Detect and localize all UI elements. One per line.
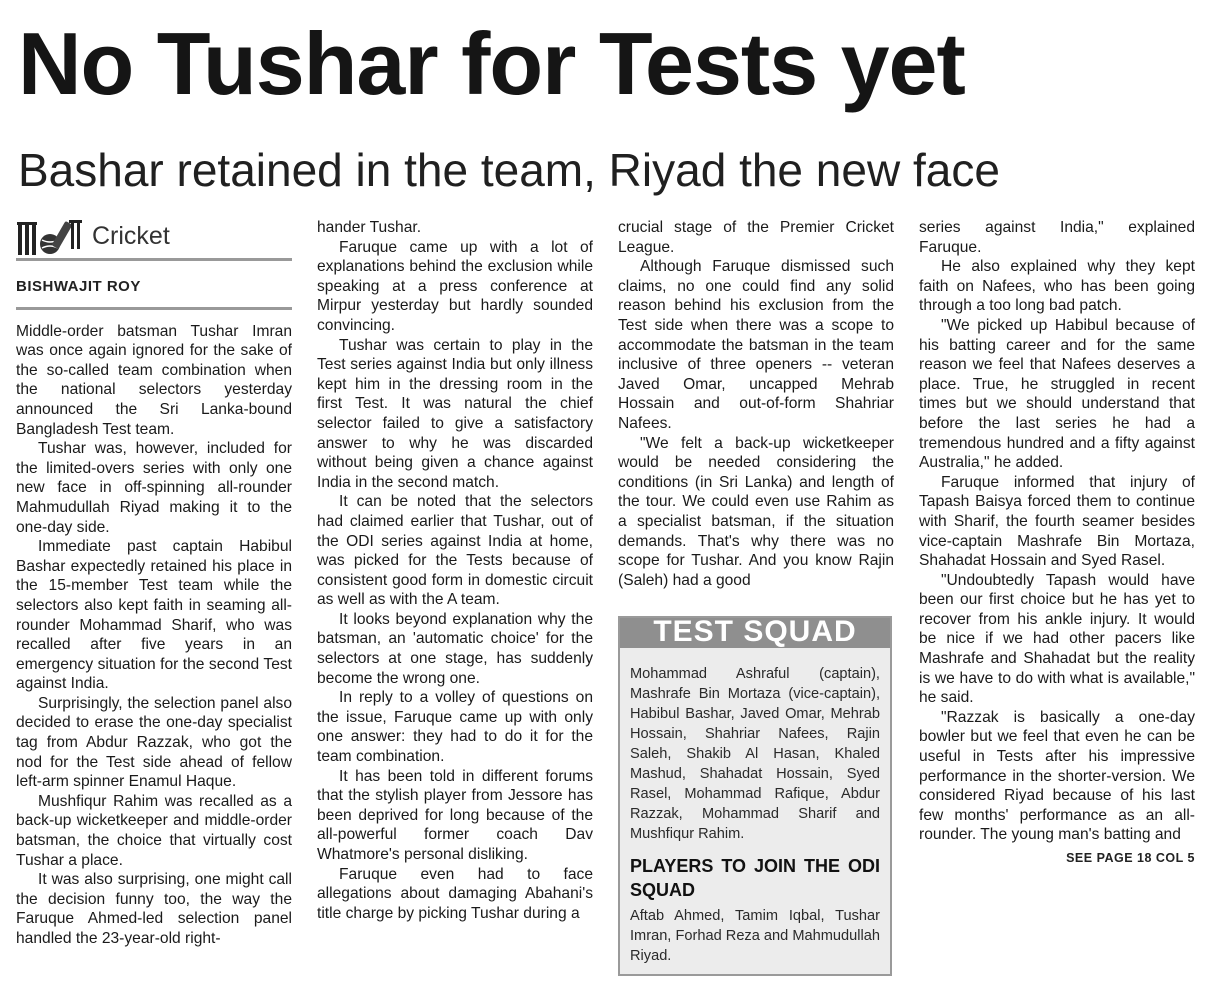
paragraph: Faruque even had to face allegations about damaging Abahani's title charge by picking Tushar during a <box>317 865 593 922</box>
continuation-jump: SEE PAGE 18 COL 5 <box>1066 851 1195 865</box>
paragraph: Faruque informed that injury of Tapash Baisya forced them to continue with Sharif, the fourth seamer besides vice-captain Mashrafe Bin Mortaza, Shahadat Hossain and Syed Rasel. <box>919 473 1195 570</box>
test-squad-body <box>620 648 890 974</box>
test-squad-title: TEST SQUAD <box>620 618 890 648</box>
article-column-2 <box>317 218 593 923</box>
paragraph: "Undoubtedly Tapash would have been our first choice but he has yet to recover from his ankle injury. It would be nice if we had other pacers like Mashrafe and Shahadat but the reality is we have to do with what is available," he said. <box>919 571 1195 707</box>
paragraph: "We picked up Habibul because of his batting career and for the same reason we feel that Nafees deserves a place. True, he struggled in recent times but we should understand that before the last series he had a tremendous hundred and a fifty against Australia," he added. <box>919 316 1195 472</box>
paragraph: Tushar was, however, included for the limited-overs series with only one new face in off-spinning all-rounder Mahmudullah Riyad making it to the one-day side. <box>16 440 292 536</box>
cricket-bat-ball-stumps-icon <box>16 217 86 257</box>
paragraph: It looks beyond explanation why the batsman, an 'automatic choice' for the selectors at one stage, has suddenly become the wrong one. <box>317 610 593 687</box>
section-rubric <box>16 216 292 261</box>
test-squad-players: Mohammad Ashraful (captain), Mashrafe Bin Mortaza (vice-captain), Habibul Bashar, Javed Omar, Mehrab Hossain, Shahriar Nafees, Rajin Saleh, Shakib Al Hasan, Khaled Mashud, Shahadat Hossain, Syed Rasel, Mohammad Rafique, Abdur Razzak, Mohammad Sharif and Mushfiqur Rahim. <box>630 665 880 842</box>
paragraph: Faruque came up with a lot of explanations behind the exclusion while speaking at a press conference at Mirpur yesterday but hardly sounded convincing. <box>317 238 593 334</box>
paragraph: crucial stage of the Premier Cricket League. <box>618 219 894 256</box>
odi-squad-players: Aftab Ahmed, Tamim Iqbal, Tushar Imran, Forhad Reza and Mahmudullah Riyad. <box>630 907 880 964</box>
section-label: Cricket <box>92 222 170 251</box>
paragraph: "Razzak is basically a one-day bowler but we feel that even he can be useful in Tests after his impressive performance in the shorter-version. We considered Riyad because of his last few months' performance as an all-rounder. The young man's batting and <box>919 708 1195 844</box>
byline: BISHWAJIT ROY <box>16 277 292 310</box>
paragraph: He also explained why they kept faith on Nafees, who has been going through a too long bad patch. <box>919 258 1195 315</box>
paragraph: Immediate past captain Habibul Bashar expectedly retained his place in the 15-member Test team while the selectors also kept faith in seaming all-rounder Mohammad Sharif, who was recalled after five years in an emergency situation for the second Test against India. <box>16 538 292 693</box>
test-squad-box <box>618 616 892 976</box>
paragraph: hander Tushar. <box>317 219 422 236</box>
paragraph: Although Faruque dismissed such claims, no one could find any solid reason behind his exclusion from the Test side when there was a scope to accommodate the batsman in the team inclusive of three openers -- veteran Javed Omar, uncapped Mehrab Hossain and out-of-form Shahriar Nafees. <box>618 258 894 432</box>
paragraph: It has been told in different forums that the stylish player from Jessore has been deprived for long because of the all-powerful former coach Dav Whatmore's personal disliking. <box>317 767 593 863</box>
paragraph: Mushfiqur Rahim was recalled as a back-up wicketkeeper and middle-order batsman, the choice that virtually cost Tushar a place. <box>16 792 292 869</box>
article-column-1 <box>16 216 292 949</box>
paragraph: series against India," explained Faruque. <box>919 219 1195 256</box>
subheadline: Bashar retained in the team, Riyad the new face <box>18 144 1000 196</box>
paragraph: It was also surprising, one might call the decision funny too, the way the Faruque Ahmed-led selection panel handled the 23-year-old right- <box>16 871 292 947</box>
paragraph: Surprisingly, the selection panel also decided to erase the one-day specialist tag from Abdur Razzak, who got the nod for the Test side ahead of fellow left-arm spinner Enamul Haque. <box>16 694 292 791</box>
paragraph: In reply to a volley of questions on the issue, Faruque came up with only one answer: they had to do it for the team combination. <box>317 689 593 766</box>
paragraph: Middle-order batsman Tushar Imran was once again ignored for the sake of the so-called team combination when the national selectors yesterday announced the Sri Lanka-bound Bangladesh Test team. <box>16 322 292 438</box>
article-column-3 <box>618 218 894 976</box>
paragraph: It can be noted that the selectors had claimed earlier that Tushar, out of the ODI series against India at home, was picked for the Tests because of consistent good form in domestic circuit as well as with the A team. <box>317 493 593 609</box>
article-column-4 <box>919 218 1195 869</box>
paragraph: "We felt a back-up wicketkeeper would be needed considering the conditions (in Sri Lanka) and length of the tour. We could even use Rahim as a specialist batsman, if the situation demands. That's why there was no scope for Tushar. And you know Rajin (Saleh) had a good <box>618 434 894 589</box>
headline: No Tushar for Tests yet <box>18 14 965 113</box>
odi-squad-title: PLAYERS TO JOIN THE ODI SQUAD <box>630 855 880 900</box>
paragraph: Tushar was certain to play in the Test series against India but only illness kept him in the dressing room in the first Test. It was natural the chief selector failed to give a satisfactory answer to why he was discarded without being given a chance against India in the second match. <box>317 336 593 491</box>
